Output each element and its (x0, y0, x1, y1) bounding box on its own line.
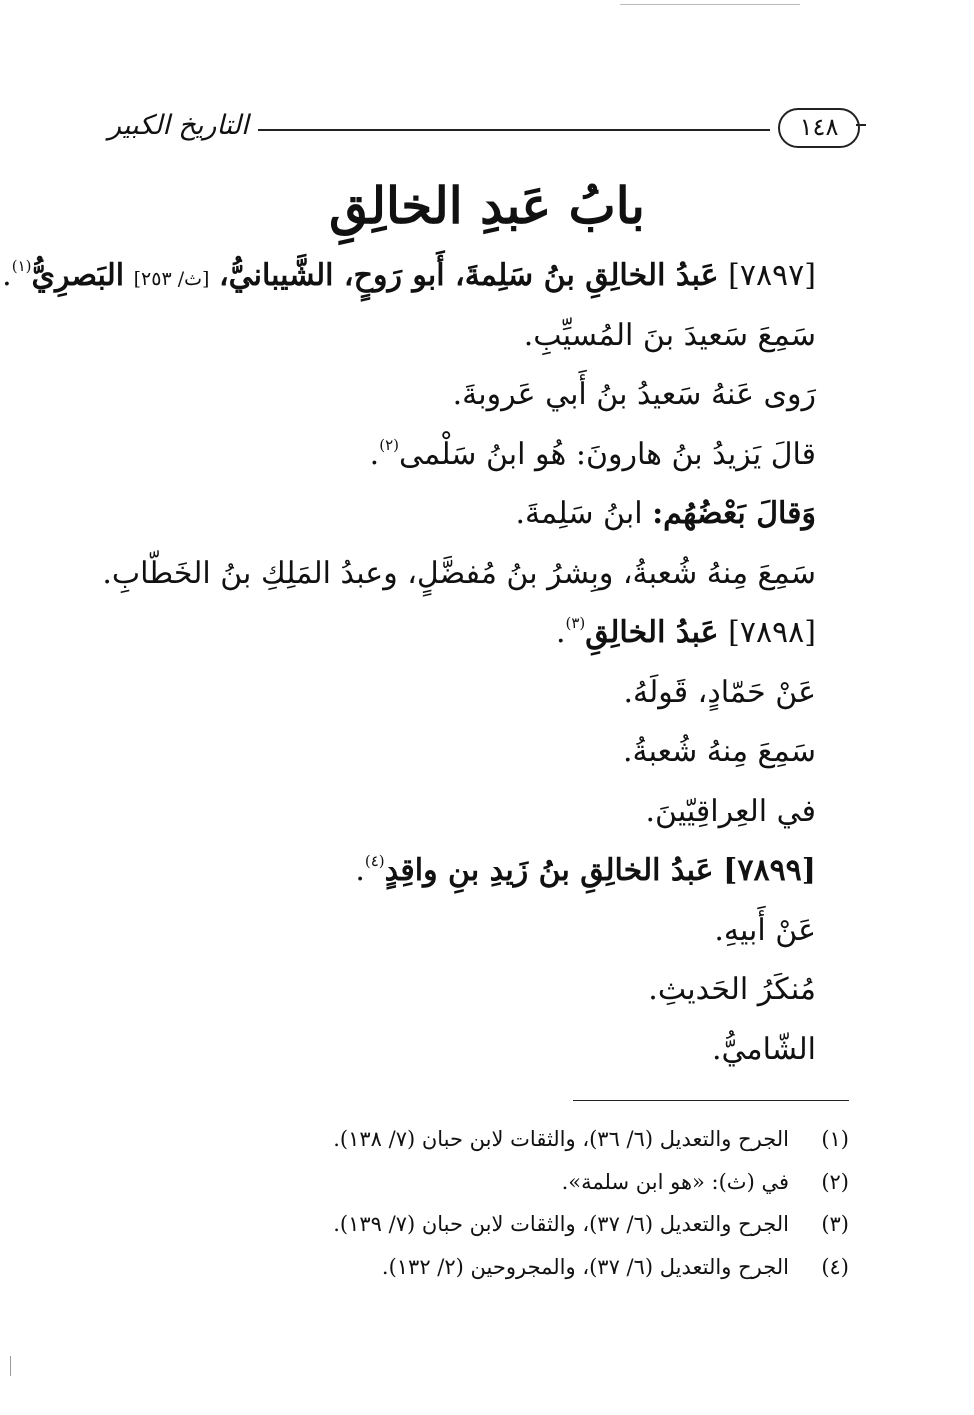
text-line: عَنْ أَبيهِ. (714, 912, 816, 948)
footnote-marker: (٤) (364, 852, 385, 870)
text-line: في العِراقِيّينَ. (645, 793, 816, 829)
entry-7899-line: [٧٨٩٩] عَبدُ الخالِقِ بنُ زَيدِ بنِ واقِدٍ$^{(٤)}$. (355, 852, 816, 888)
entry-name: عَبدُ الخالِقِ بنُ سَلِمةَ، أَبو رَوحٍ، الشَّيبانيُّ، (218, 258, 719, 293)
text-line: الشّاميُّ. (712, 1031, 816, 1067)
footnote-marker: (٣) (565, 614, 586, 632)
text-segment: قالَ يَزيدُ بنُ هارونَ: هُو ابنُ سَلْمى (398, 436, 816, 472)
footnote-item (149, 1246, 849, 1289)
text-line: سَمِعَ مِنهُ شُعبةُ. (622, 734, 816, 769)
footnote-item (149, 1203, 849, 1246)
footnote-number: (١) (821, 1127, 849, 1151)
page-header (108, 108, 860, 158)
text-line: عَنْ حَمّادٍ، قَولَهُ. (623, 674, 816, 710)
footnote-number: (٢) (821, 1169, 849, 1194)
scan-edge-mark (620, 4, 800, 5)
entry-nisba: البَصرِيُّ (31, 258, 125, 293)
text-line (116, 484, 816, 544)
footnote-marker: (٢) (379, 435, 399, 454)
footnote-number: (٣) (821, 1212, 849, 1236)
footnote-number: (٤) (821, 1254, 849, 1279)
chapter-title: بابُ عَبدِ الخالِقِ (329, 176, 645, 235)
manuscript-ref: [ث/ ٢٥٣] (133, 268, 210, 290)
footnotes (149, 1118, 849, 1288)
page-number: ١٤٨ (799, 113, 839, 141)
footnote-text: الجرح والتعديل (٦/ ٣٦)، والثقات لابن حبان (٧/ ١٣٨). (333, 1127, 789, 1151)
page-number-tail (856, 124, 866, 136)
entry-7898-line: [٧٨٩٨] عَبدُ الخالِقِ$^{(٣)}$. (555, 614, 816, 650)
text-segment: ابنُ سَلِمةَ. (515, 496, 643, 531)
footnote-text: في (ث): «هو ابن سلمة». (561, 1169, 789, 1194)
footnote-item (149, 1118, 849, 1161)
entry-name: عَبدُ الخالِقِ بنُ زَيدِ بنِ واقِدٍ (384, 853, 714, 888)
entry-name: عَبدُ الخالِقِ (585, 615, 719, 650)
text-line: رَوى عَنهُ سَعيدُ بنُ أَبي عَروبةَ. (452, 377, 816, 412)
text-line: سَمِعَ مِنهُ شُعبةُ، وبِشرُ بنُ مُفضَّلٍ، وعبدُ المَلِكِ بنُ الخَطّابِ. (102, 555, 816, 591)
header-rule (258, 129, 770, 131)
text-line: سَمِعَ سَعيدَ بنَ المُسيِّبِ. (523, 317, 816, 353)
page-number-badge (778, 108, 860, 148)
running-title: التاريخ الكبير (108, 110, 249, 141)
text-line: قالَ يَزيدُ بنُ هارونَ: هُو ابنُ سَلْمى$^{(٢)}$. (369, 435, 816, 472)
entry-number: [٧٨٩٨] (728, 615, 816, 650)
main-text (2, 246, 816, 1079)
scan-edge-mark (10, 1356, 11, 1376)
footnote-marker: (١) (11, 257, 32, 275)
text-line: مُنكَرُ الحَديثِ. (648, 972, 816, 1007)
footnote-separator (573, 1100, 849, 1101)
footnote-text: الجرح والتعديل (٦/ ٣٧)، والمجروحين (٢/ ١٣٢). (381, 1254, 789, 1279)
footnote-item (149, 1161, 849, 1204)
entry-number: [٧٨٩٩] (723, 853, 816, 888)
entry-number: [٧٨٩٧] (728, 258, 816, 293)
footnote-text: الجرح والتعديل (٦/ ٣٧)، والثقات لابن حبان (٧/ ١٣٩). (333, 1212, 789, 1236)
entry-7897-line: [٧٨٩٧] عَبدُ الخالِقِ بنُ سَلِمةَ، أَبو رَوحٍ، الشَّيبانيُّ، [ث/ ٢٥٣] البَصرِيُّ$^{(١)}$. (2, 257, 816, 293)
text-segment-bold: وَقالَ بَعْضُهُم: (652, 496, 816, 531)
